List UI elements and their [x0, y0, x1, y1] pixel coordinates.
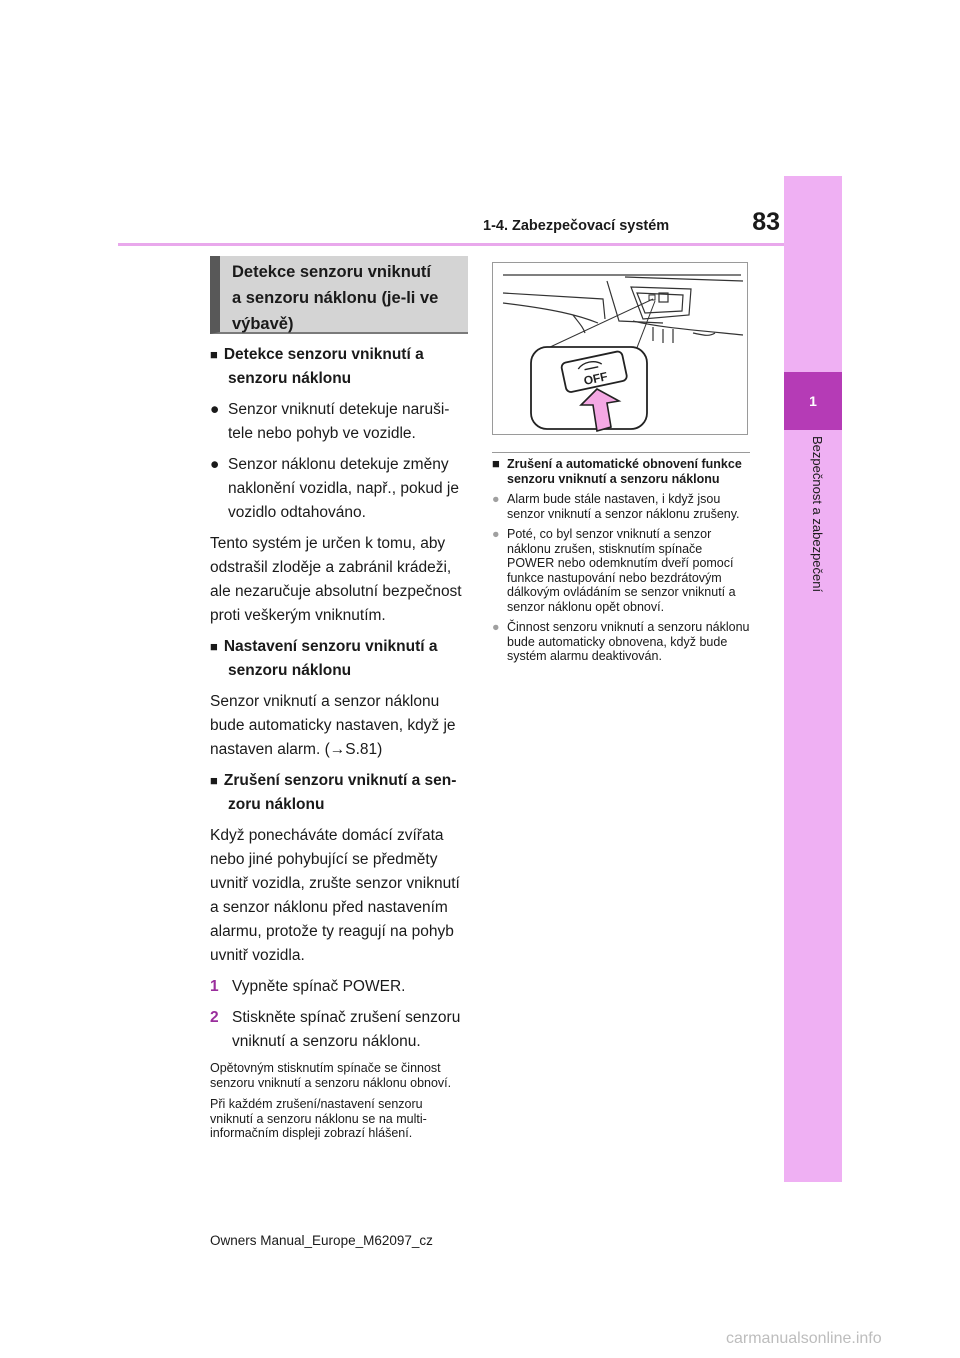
chapter-number: 1: [809, 393, 817, 409]
note-message: Při každém zrušení/nastavení senzoru vniknutí a senzoru náklonu se na multiinformačním displeji zobrazí hlášení.: [210, 1097, 427, 1140]
bullet-tilt-sensor: ● Senzor náklonu detekuje změny naklonění vozidla, např., pokud je vozidlo odtahováno.: [210, 453, 468, 525]
title-line: a senzoru náklonu (je-li ve: [232, 289, 439, 307]
dot-bullet-icon: ●: [210, 401, 220, 418]
switch-illustration: [492, 262, 748, 435]
header-rule: [118, 243, 784, 246]
page-number: 83: [752, 208, 780, 236]
step-number: 2: [210, 1009, 219, 1026]
title-line: výbavě): [232, 315, 294, 333]
dot-bullet-icon: ●: [492, 492, 500, 506]
side-tab-strip: [784, 176, 842, 1182]
left-column: [210, 343, 468, 1148]
square-bullet-icon: ■: [210, 773, 218, 788]
bullet-alarm-set: ● Alarm bude stále nastaven, i když jsou senzor vniknutí a senzor náklonu zrušeny.: [492, 492, 740, 521]
chapter-number-box: [784, 372, 842, 430]
subheading-setting: ■ Nastavení senzoru vniknutí a senzoru náklonu: [210, 638, 438, 679]
footer-manual-id: Owners Manual_Europe_M62097_cz: [210, 1233, 433, 1248]
square-bullet-icon: ■: [492, 456, 500, 471]
step-number: 1: [210, 978, 219, 995]
title-line: Detekce senzoru vniknutí: [232, 263, 431, 281]
square-bullet-icon: ■: [210, 639, 218, 654]
right-column: [492, 452, 750, 670]
bullet-restore-power: ● Poté, co byl senzor vniknutí a senzor náklonu zrušen, stisknutím spínače POWER nebo odemknutím dveří pomocí funkce nastupování nebo bezdrátovým dálkovým ovládáním se senzor vniknutí a senzor náklonu opět obnoví.: [492, 527, 736, 614]
section-divider: [492, 452, 750, 453]
paragraph-cancel: Když ponecháváte domácí zvířata nebo jiné pohybující se předměty uvnitř vozidla, zrušte senzor vniknutí a senzor náklonu před nastavením alarmu, protože ty reagují na pohyb uvnitř vozidla.: [210, 827, 460, 964]
chapter-title: Bezpečnost a zabezpečení: [810, 436, 825, 593]
bullet-intrusion-sensor: ● Senzor vniknutí detekuje narušitele nebo pohyb ve vozidle.: [210, 398, 468, 446]
note-restore: Opětovným stisknutím spínače se činnost senzoru vniknutí a senzoru náklonu obnoví.: [210, 1061, 452, 1090]
dot-bullet-icon: ●: [492, 620, 500, 634]
square-bullet-icon: ■: [210, 347, 218, 362]
step-1: 1 Vypněte spínač POWER.: [210, 975, 468, 999]
dot-bullet-icon: ●: [210, 456, 220, 473]
off-button-label: OFF: [582, 369, 609, 388]
overhead-console-drawing: [493, 263, 747, 434]
bullet-restore-deactivate: ● Činnost senzoru vniknutí a senzoru náklonu bude automaticky obnovena, když bude systém alarmu deaktivován.: [492, 620, 750, 663]
dot-bullet-icon: ●: [492, 527, 500, 541]
section-title: 1-4. Zabezpečovací systém: [483, 218, 670, 234]
section-title-box: [210, 256, 468, 334]
watermark: carmanualsonline.info: [726, 1330, 882, 1347]
subheading-detection: ■ Detekce senzoru vniknutí a senzoru náklonu: [210, 346, 424, 387]
step-2: 2 Stiskněte spínač zrušení senzoru vniknutí a senzoru náklonu.: [210, 1006, 468, 1054]
subheading-cancel: ■ Zrušení senzoru vniknutí a senzoru náklonu: [210, 772, 457, 813]
subheading-auto-restore: ■ Zrušení a automatické obnovení funkce senzoru vniknutí a senzoru náklonu: [492, 456, 742, 486]
paragraph-setting: Senzor vniknutí a senzor náklonu bude automaticky nastaven, když je nastaven alarm. (→S.81): [210, 693, 456, 758]
paragraph-purpose: Tento systém je určen k tomu, aby odstrašil zloděje a zabránil krádeži, ale nezaručuje absolutní bezpečnost proti veškerým vniknutím.: [210, 535, 462, 624]
